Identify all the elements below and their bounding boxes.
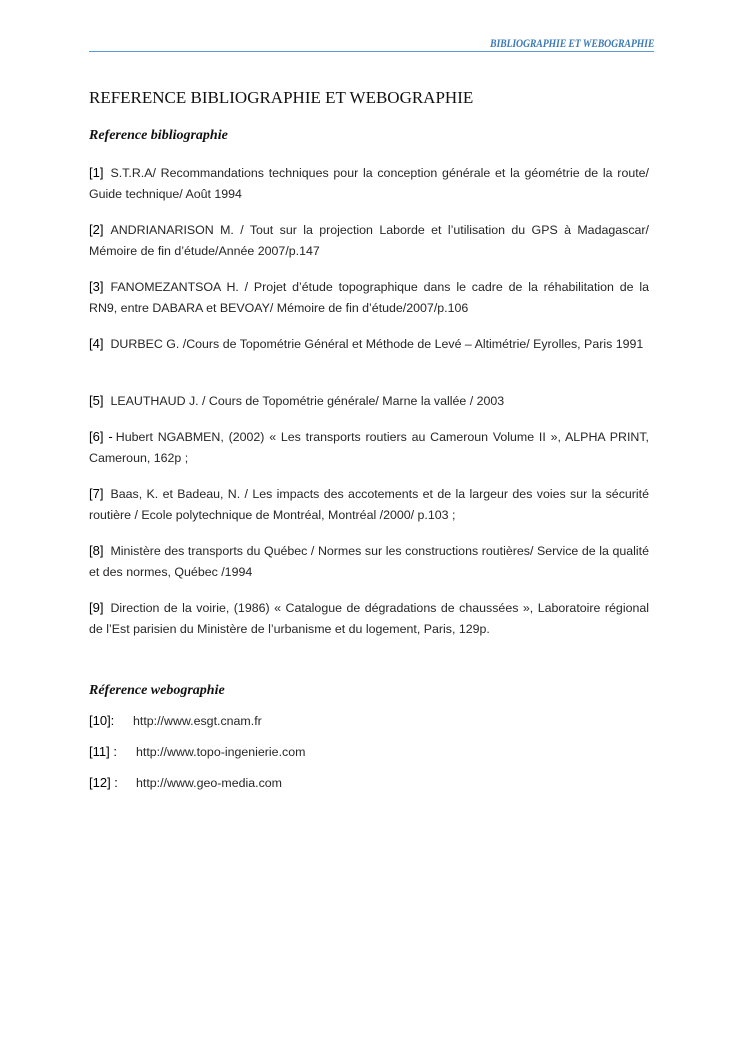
reference-text: Ministère des transports du Québec / Normes sur les constructions routières/ Service de la qualité et des normes, Québec /1994 [89,544,649,579]
reference-item [89,219,649,262]
website-link[interactable]: http://www.geo-media.com [136,776,282,790]
reference-number: [9] [89,600,104,615]
website-item [89,773,282,793]
website-number: [12] : [89,775,118,790]
reference-number: [7] [89,486,104,501]
reference-number: [8] [89,543,104,558]
reference-number: [6] - [89,429,113,444]
reference-text: S.T.R.A/ Recommandations techniques pour la conception générale et la géométrie de la route/ Guide technique/ Août 1994 [89,166,649,201]
header-rule [89,51,654,52]
reference-text: Hubert NGABMEN, (2002) « Les transports routiers au Cameroun Volume II », ALPHA PRINT, Cameroun, 162p ; [89,430,650,465]
reference-text: Direction de la voirie, (1986) « Catalogue de dégradations de chaussées », Laboratoire régional de l’Est parisien du Ministère de l’urbanisme et du logement, Paris, 129p. [89,601,649,636]
reference-number: [3] [89,279,104,294]
reference-text: ANDRIANARISON M. / Tout sur la projection Laborde et l’utilisation du GPS à Madagascar/ Mémoire de fin d’étude/Année 2007/p.147 [89,223,649,258]
page-title: REFERENCE BIBLIOGRAPHIE ET WEBOGRAPHIE [89,88,474,107]
reference-number: [1] [89,165,104,180]
reference-text: DURBEC G. /Cours de Topométrie Général et Méthode de Levé – Altimétrie/ Eyrolles, Paris 1991 [110,337,644,351]
reference-item [89,390,649,412]
reference-item [89,597,649,640]
reference-item [89,483,649,526]
website-number: [10]: [89,713,115,728]
reference-number: [4] [89,336,104,351]
reference-item [89,540,649,583]
reference-item [89,426,649,469]
webography-heading: Réference webographie [89,683,225,698]
website-link[interactable]: http://www.esgt.cnam.fr [133,714,262,728]
running-header-title: BIBLIOGRAPHIE ET WEBOGRAPHIE [489,36,654,50]
reference-item [89,162,649,205]
website-item [89,711,262,731]
website-number: [11] : [89,744,117,759]
reference-number: [5] [89,393,104,408]
bibliography-heading: Reference bibliographie [89,128,228,143]
reference-text: LEAUTHAUD J. / Cours de Topométrie générale/ Marne la vallée / 2003 [110,394,505,408]
reference-number: [2] [89,222,104,237]
reference-item [89,276,649,319]
reference-text: Baas, K. et Badeau, N. / Les impacts des accotements et de la largeur des voies sur la sécurité routière / Ecole polytechnique de Montréal, Montréal /2000/ p.103 ; [89,487,649,522]
website-item [89,742,305,762]
website-link[interactable]: http://www.topo-ingenierie.com [136,745,306,759]
reference-item [89,333,649,355]
reference-text: FANOMEZANTSOA H. / Projet d’étude topographique dans le cadre de la réhabilitation de la RN9, entre DABARA et BEVOAY/ Mémoire de fin d’étude/2007/p.106 [89,280,649,315]
